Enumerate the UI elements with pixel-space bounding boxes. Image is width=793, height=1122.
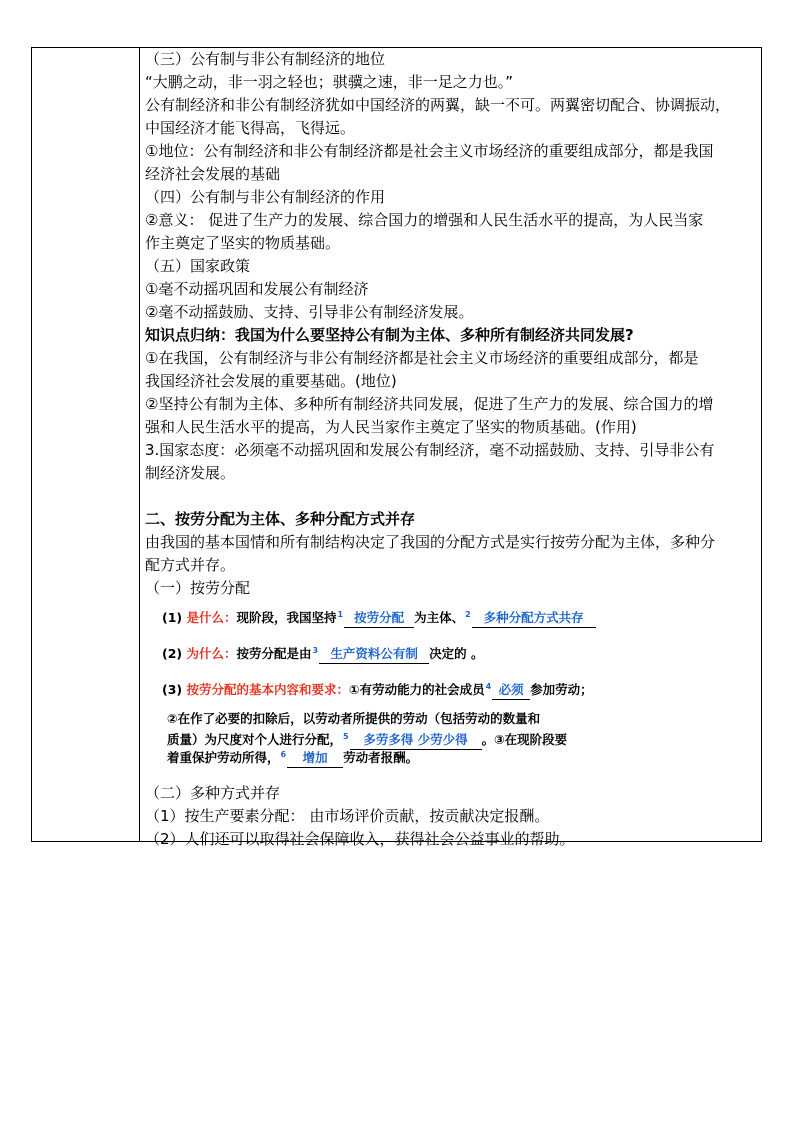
text-line: ②毫不动摇鼓励、支持、引导非公有制经济发展。: [145, 303, 474, 321]
text-line: 3.国家态度：必须毫不动摇巩固和发展公有制经济，毫不动摇鼓励、支持、引导非公有: [145, 441, 715, 459]
section-two-heading: 二、按劳分配为主体、多种分配方式并存: [145, 510, 416, 528]
fill-blank: 多劳多得 少劳少得: [350, 731, 482, 750]
subheading-multiple-methods: （二）多种方式并存: [145, 784, 281, 802]
text-line: 中国经济才能飞得高，飞得远。: [145, 119, 356, 137]
fill-blank: 按劳分配: [344, 609, 414, 628]
subheading-distribution-by-labor: （一）按劳分配: [145, 579, 251, 597]
text-line: “大鹏之动，非一羽之轻也；骐骥之速，非一足之力也。”: [145, 73, 514, 91]
text-line: （四）公有制与非公有制经济的作用: [145, 188, 386, 206]
table-content-cell: [145, 48, 757, 851]
list-item: （2）人们还可以取得社会保障收入，获得社会公益事业的帮助。: [145, 830, 575, 848]
fill-in-figure: [145, 600, 757, 782]
text-line: （三）公有制与非公有制经济的地位: [145, 50, 386, 68]
text-line: 强和人民生活水平的提高，为人民当家作主奠定了坚实的物质基础。(作用): [145, 418, 637, 436]
fill-blank: 必须: [492, 681, 530, 700]
table-left-column: [32, 48, 140, 841]
content-table: [31, 47, 762, 848]
text-line: ①地位：公有制经济和非公有制经济都是社会主义市场经济的重要组成部分，都是我国: [145, 142, 714, 160]
text-line: ①毫不动摇巩固和发展公有制经济: [145, 280, 369, 298]
text-line: 作主奠定了坚实的物质基础。: [145, 234, 341, 252]
blank-line: [145, 485, 757, 508]
section-one-text: [145, 48, 757, 485]
fill-blank: 生产资料公有制: [319, 645, 429, 664]
fill-blank: 多种分配方式共存: [472, 609, 596, 628]
figure-row-text: ②在作了必要的扣除后，以劳动者所提供的劳动（包括劳动的数量和: [167, 711, 541, 726]
text-line: （五）国家政策: [145, 257, 251, 275]
section-two-intro-line: 配方式并存。: [145, 556, 236, 574]
figure-row-why: (2) 为什么：按劳分配是由$^3$ 生产资料公有制 决定的 。: [162, 642, 483, 664]
fill-blank: 增加: [287, 749, 343, 768]
text-line: ①在我国，公有制经济与非公有制经济都是社会主义市场经济的重要组成部分，都是: [145, 349, 699, 367]
text-line: 经济社会发展的基础: [145, 165, 281, 183]
text-line: 制经济发展。: [145, 464, 236, 482]
text-line: ②意义： 促进了生产力的发展、综合国力的增强和人民生活水平的提高，为人民当家: [145, 211, 704, 229]
figure-row-text: 质量）为尺度对个人进行分配，$^5$ 多劳多得 少劳少得 。③在现阶段要: [167, 728, 567, 750]
list-item: （1）按生产要素分配： 由市场评价贡献，按贡献决定报酬。: [145, 807, 550, 825]
figure-row-what: (1) 是什么：现阶段，我国坚持$^1$ 按劳分配 为主体、$^2$ 多种分配方式共存: [162, 606, 596, 628]
section-two-intro-line: 由我国的基本国情和所有制结构决定了我国的分配方式是实行按劳分配为主体，多种分: [145, 533, 716, 551]
text-line: 公有制经济和非公有制经济犹如中国经济的两翼，缺一不可。两翼密切配合、协调振动，: [145, 96, 731, 114]
text-line: 我国经济社会发展的重要基础。(地位): [145, 372, 397, 390]
text-line: ②坚持公有制为主体、多种所有制经济共同发展，促进了生产力的发展、综合国力的增: [145, 395, 714, 413]
figure-row-content: (3) 按劳分配的基本内容和要求：①有劳动能力的社会成员$^4$ 必须 参加劳动；: [162, 678, 593, 700]
summary-heading: 知识点归纳：我国为什么要坚持公有制为主体、多种所有制经济共同发展?: [145, 326, 634, 344]
figure-row-text: 着重保护劳动所得，$^6$ 增加 劳动者报酬。: [167, 746, 418, 768]
